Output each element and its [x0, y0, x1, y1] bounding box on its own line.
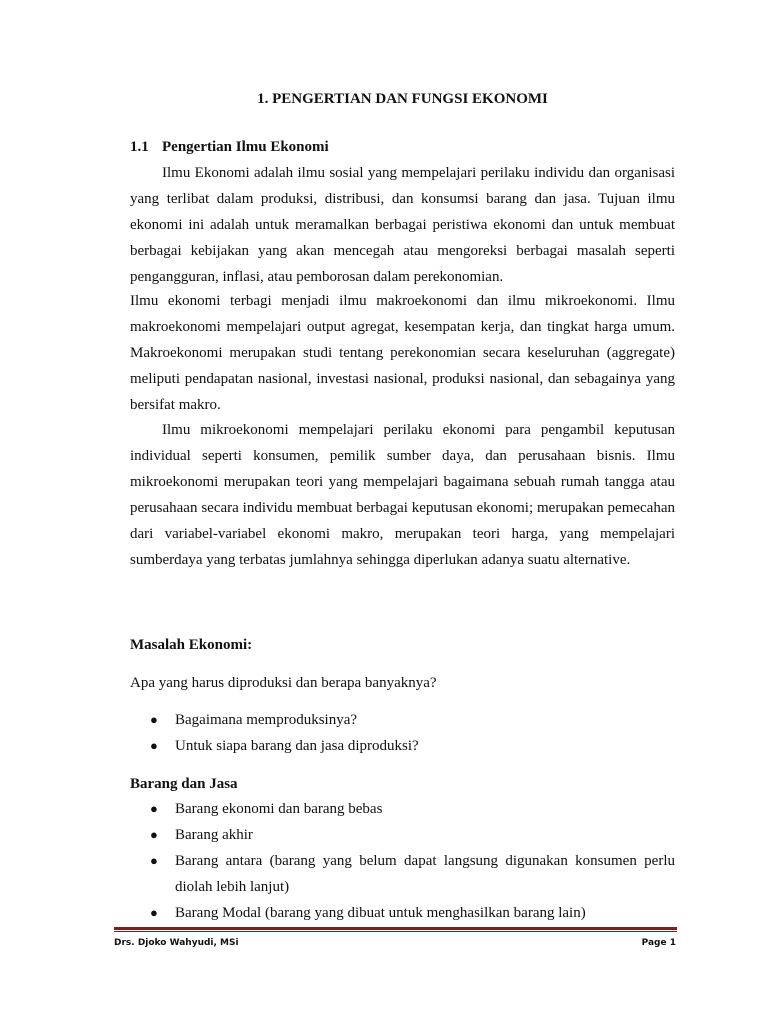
- document-title: 1. PENGERTIAN DAN FUNGSI EKONOMI: [257, 91, 548, 107]
- bullet-icon: ●: [150, 905, 158, 920]
- footer-author: Drs. Djoko Wahyudi, MSi: [114, 938, 239, 948]
- list-item: ● Bagaimana memproduksinya?: [130, 707, 675, 733]
- section-heading-text: Pengertian Ilmu Ekonomi: [162, 139, 329, 155]
- bullet-icon: ●: [150, 712, 158, 727]
- footer-rule: [114, 927, 677, 930]
- bullet-icon: ●: [150, 801, 158, 816]
- bullet-icon: ●: [150, 738, 158, 753]
- section-number: 1.1: [130, 139, 149, 155]
- masalah-list: [130, 707, 675, 759]
- barang-list: [130, 796, 675, 926]
- paragraph-ilmu-ekonomi: Ilmu Ekonomi adalah ilmu sosial yang mempelajari perilaku individu dan organisasi yang terlibat dalam produksi, distribusi, dan konsumsi barang dan jasa. Tujuan ilmu ekonomi ini adalah untuk meramalkan berbagai peristiwa ekonomi dan untuk membuat berbagai kebijakan yang akan mencegah atau mengoreksi berbagai masalah seperti pengangguran, inflasi, atau pemborosan dalam perekonomian.: [130, 165, 675, 285]
- list-item: ● Barang ekonomi dan barang bebas: [130, 796, 675, 822]
- masalah-question: Apa yang harus diproduksi dan berapa banyaknya?: [130, 675, 437, 691]
- paragraph-makroekonomi: Ilmu ekonomi terbagi menjadi ilmu makroekonomi dan ilmu mikroekonomi. Ilmu makroekonomi mempelajari output agregat, kesempatan kerja, dan tingkat harga umum. Makroekonomi merupakan studi tentang perekonomian secara keseluruhan (aggregate) meliputi pendapatan nasional, investasi nasional, produksi nasional, dan sebagainya yang bersifat makro.: [130, 293, 675, 413]
- list-item: ● Barang akhir: [130, 822, 675, 848]
- list-item: ● Barang antara (barang yang belum dapat langsung digunakan konsumen perlu diolah lebih lanjut): [130, 848, 675, 900]
- masalah-heading: Masalah Ekonomi:: [130, 637, 253, 653]
- footer-rule-thin: [114, 931, 677, 932]
- bullet-icon: ●: [150, 827, 158, 842]
- list-item: ● Untuk siapa barang dan jasa diproduksi?: [130, 733, 675, 759]
- barang-heading: Barang dan Jasa: [130, 776, 238, 792]
- section-heading: [130, 134, 329, 160]
- footer-page-number: Page 1: [641, 938, 676, 948]
- list-item: ● Barang Modal (barang yang dibuat untuk menghasilkan barang lain): [130, 900, 675, 926]
- paragraph-mikroekonomi: Ilmu mikroekonomi mempelajari perilaku ekonomi para pengambil keputusan individual seperti konsumen, pemilik sumber daya, dan perusahaan bisnis. Ilmu mikroekonomi merupakan teori yang mempelajari bagaimana sebuah rumah tangga atau perusahaan secara individu membuat berbagai keputusan ekonomi; merupakan pemecahan dari variabel-variabel ekonomi makro, merupakan teori harga, yang mempelajari sumberdaya yang terbatas jumlahnya sehingga diperlukan adanya suatu alternative.: [130, 422, 675, 568]
- bullet-icon: ●: [150, 853, 158, 868]
